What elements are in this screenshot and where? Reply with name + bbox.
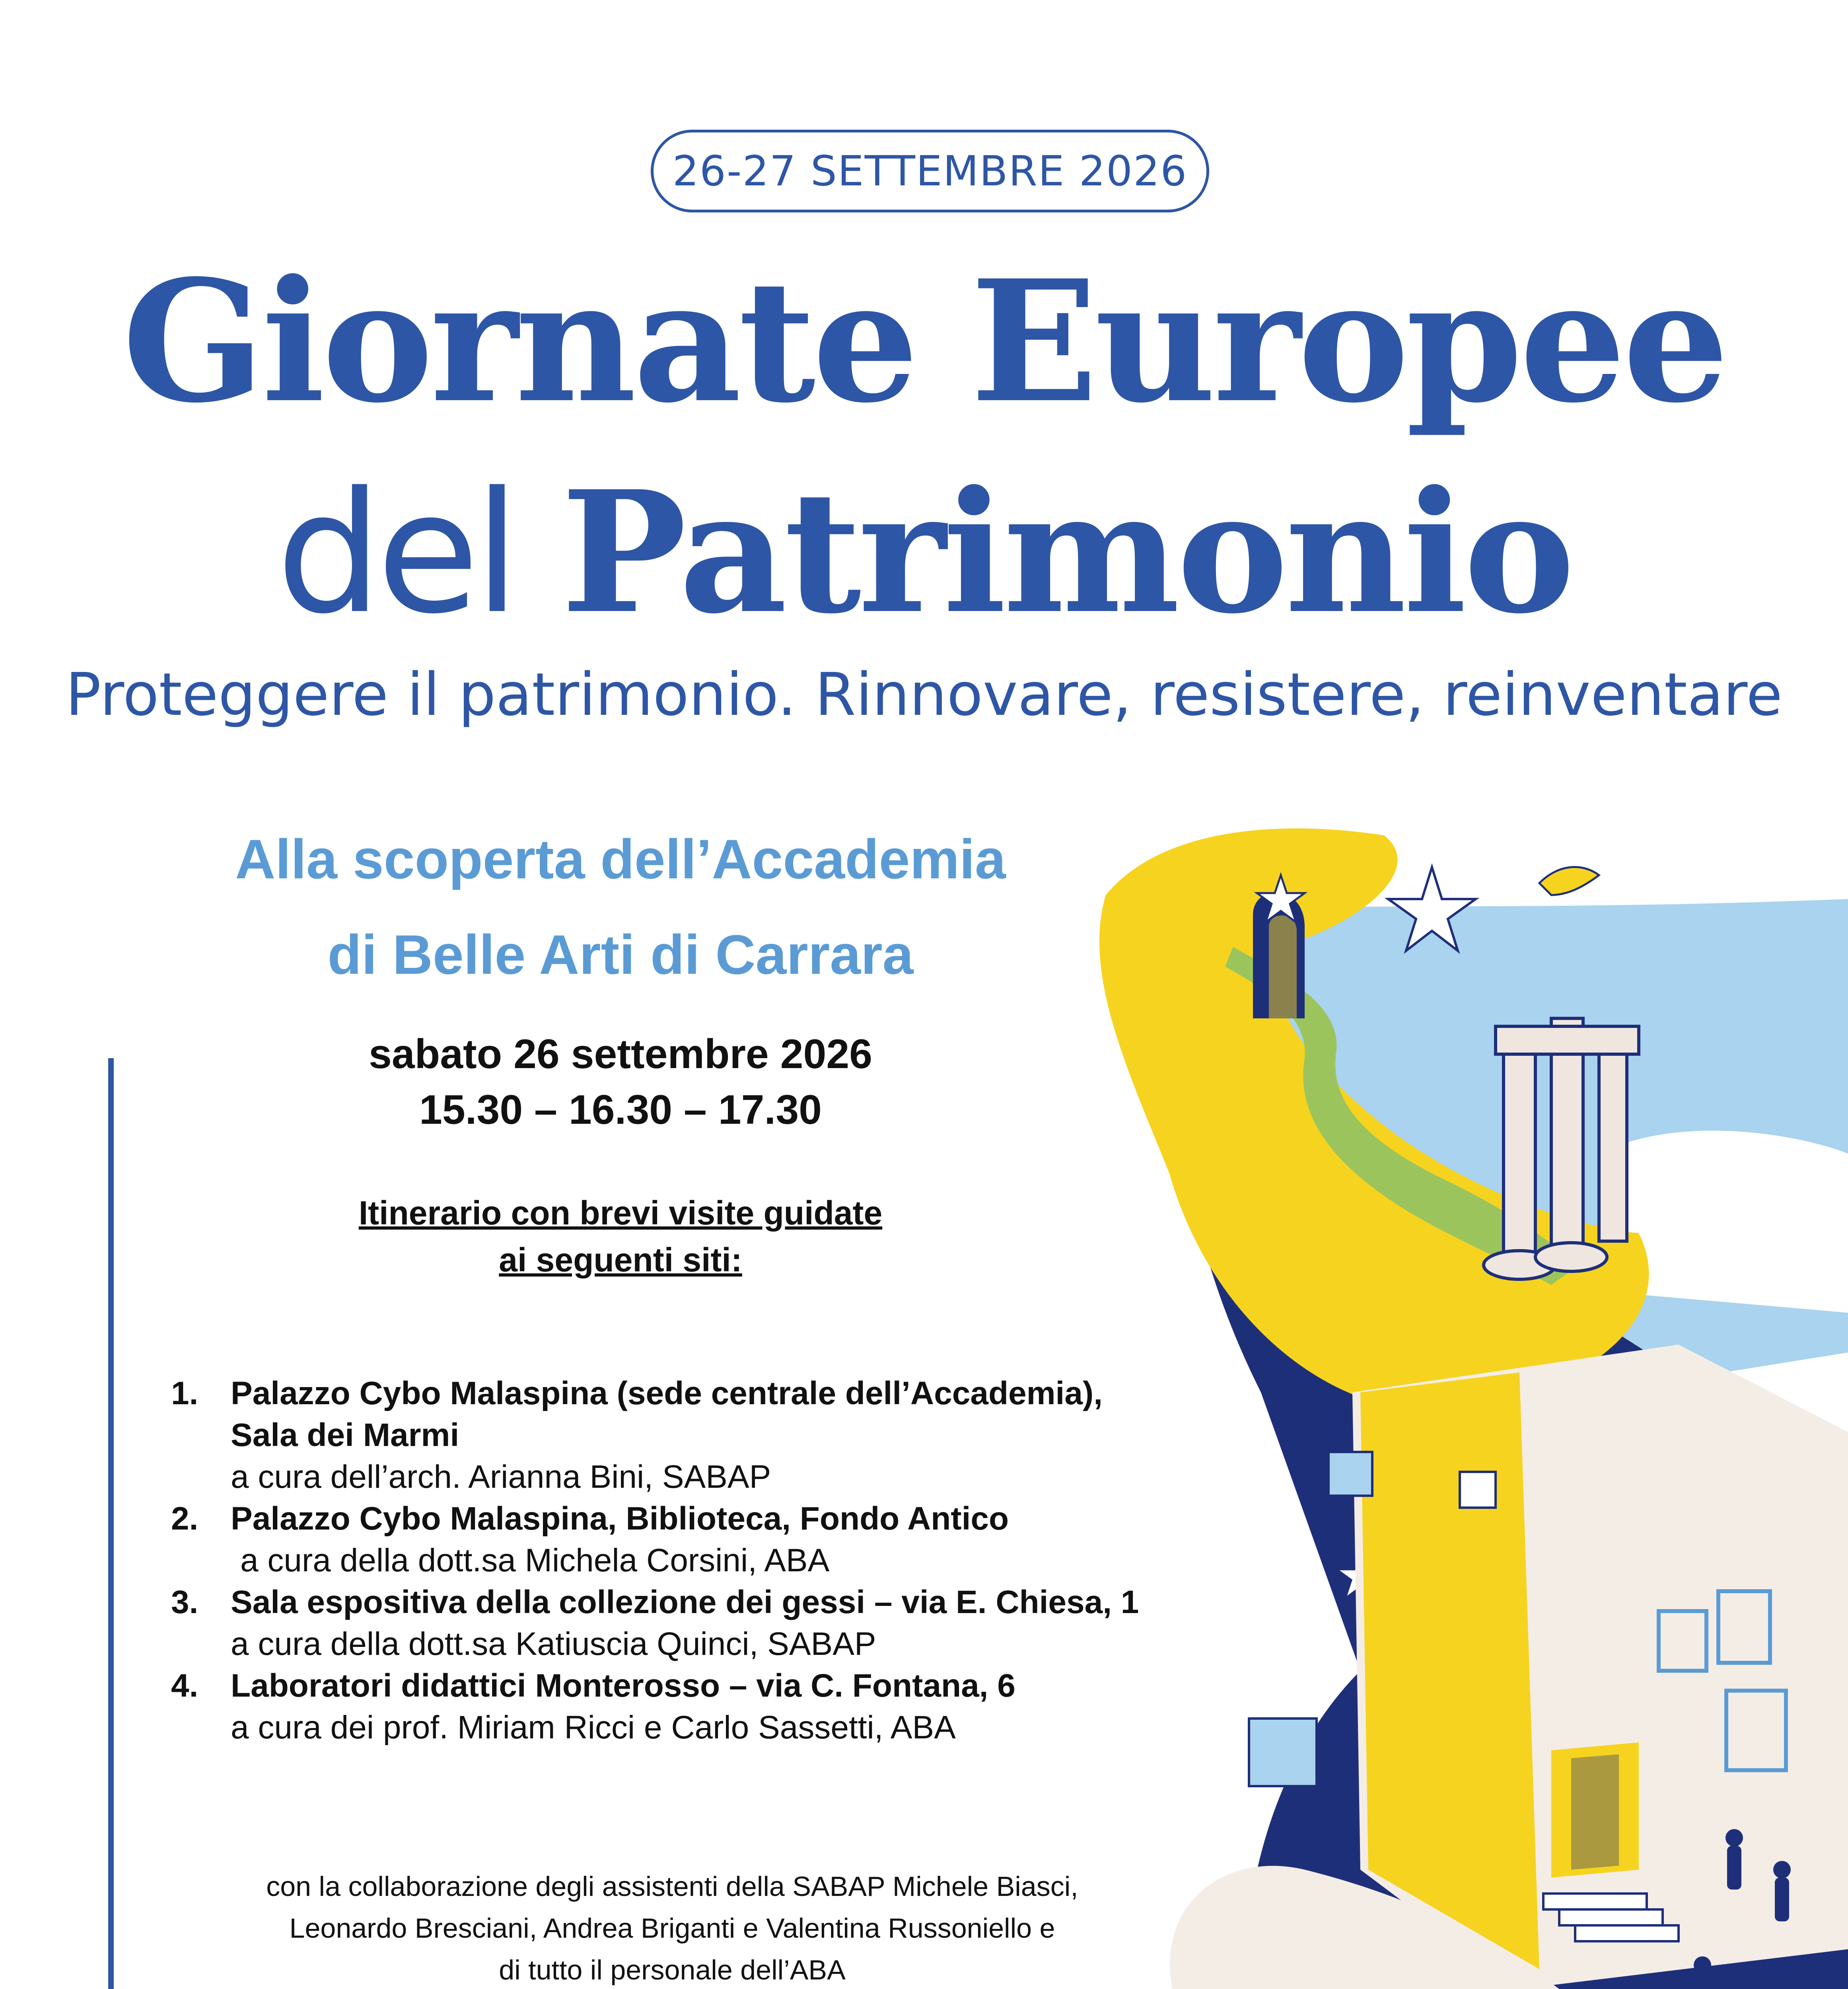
site-title: Sala espositiva della collezione dei gessi – via E. Chiesa, 1 [231, 1584, 1139, 1620]
list-item [171, 1581, 1205, 1665]
site-title: Palazzo Cybo Malaspina, Biblioteca, Fondo Antico [231, 1501, 1009, 1537]
event-heading-line2: di Belle Arti di Carrara [327, 923, 914, 986]
site-curator: a cura dell’arch. Arianna Bini, SABAP [231, 1459, 771, 1495]
site-curator: a cura della dott.sa Katiuscia Quinci, SABAP [231, 1626, 876, 1662]
title-patrimonio: Patrimonio [561, 455, 1572, 651]
collaboration-line1: con la collaborazione degli assistenti della SABAP Michele Biasci, [266, 1871, 1078, 1902]
list-item [171, 1665, 1205, 1748]
page-title-line2 [0, 450, 1848, 657]
subtitle: Proteggere il patrimonio. Rinnovare, resistere, reinventare [65, 660, 1783, 729]
heritage-illustration [1082, 796, 1848, 1989]
event-heading [103, 812, 1138, 1002]
event-date: sabato 26 settembre 2026 [368, 1031, 873, 1077]
collaboration-line3: di tutto il personale dell’ABA [499, 1954, 846, 1985]
itinerary-line2: ai seguenti siti: [499, 1241, 742, 1279]
event-times: 15.30 – 16.30 – 17.30 [419, 1087, 822, 1133]
collaboration-text [183, 1866, 1161, 1989]
site-curator: a cura della dott.sa Michela Corsini, ABA [240, 1542, 830, 1578]
site-title-cont: Sala dei Marmi [231, 1417, 459, 1453]
date-badge: 26-27 SETTEMBRE 2026 [651, 130, 1209, 212]
event-heading-line1: Alla scoperta dell’Accademia [235, 828, 1006, 890]
site-curator: a cura dei prof. Miriam Ricci e Carlo Sassetti, ABA [231, 1709, 956, 1746]
itinerary-line1: Itinerario con brevi visite guidate [358, 1194, 883, 1232]
title-del: del [276, 456, 515, 651]
itinerary-heading [103, 1189, 1138, 1283]
sites-list [171, 1372, 1205, 1748]
event-date-block [103, 1026, 1138, 1138]
site-number: 4. [171, 1668, 198, 1704]
collaboration-line2: Leonardo Bresciani, Andrea Briganti e Valentina Russoniello e [289, 1913, 1055, 1944]
list-item [171, 1498, 1205, 1581]
site-number: 2. [171, 1501, 198, 1537]
site-title: Palazzo Cybo Malaspina (sede centrale dell’Accademia), [231, 1375, 1103, 1411]
page-title-line1: Giornate Europee [122, 244, 1726, 440]
site-title: Laboratori didattici Monterosso – via C. Fontana, 6 [231, 1668, 1015, 1704]
site-number: 1. [171, 1375, 198, 1411]
list-item [171, 1372, 1205, 1498]
site-number: 3. [171, 1584, 198, 1620]
